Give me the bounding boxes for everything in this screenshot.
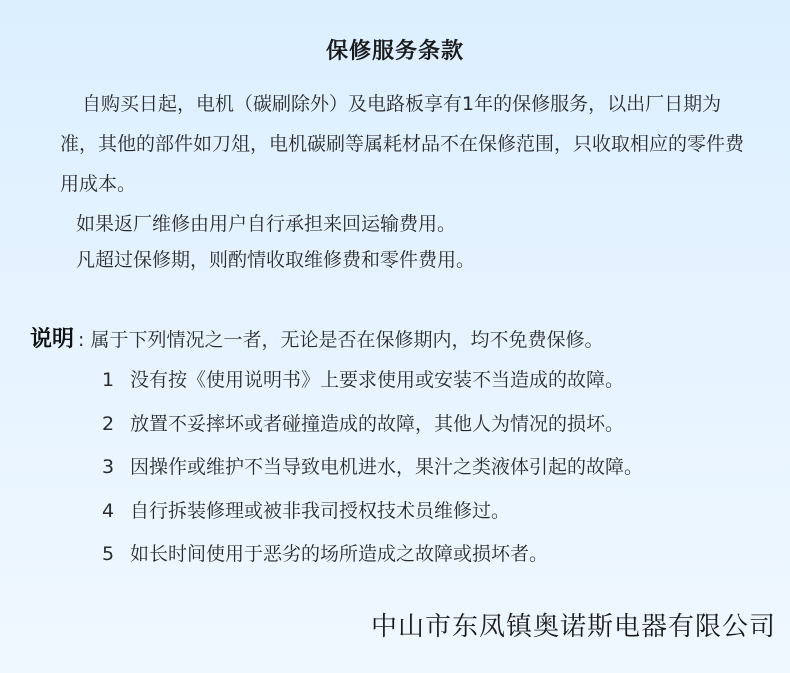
exclusion-item-text: 如长时间使用于恶劣的场所造成之故障或损坏者。 xyxy=(130,543,549,565)
exclusion-item-5 xyxy=(102,540,772,569)
exclusion-item-number: 3 xyxy=(102,456,115,478)
note-text: : 属于下列情况之一者，无论是否在保修期内，均不免费保修。 xyxy=(78,329,604,351)
warranty-paragraph-1: 自购买日起，电机（碳刷除外）及电路板享有1年的保修服务，以出厂日期为准，其他的部件如刀俎，电机碳刷等属耗材品不在保修范围，只收取相应的零件费用成本。 xyxy=(60,93,745,195)
warranty-paragraph-2: 如果返厂维修由用户自行承担来回运输费用。 xyxy=(76,213,457,235)
exclusion-item-text: 自行拆装修理或被非我司授权技术员维修过。 xyxy=(130,499,511,522)
warranty-paragraph-3: 凡超过保修期，则酌情收取维修费和零件费用。 xyxy=(76,249,476,271)
exclusion-item-3 xyxy=(102,453,772,482)
exclusion-item-number: 4 xyxy=(102,499,115,522)
exclusion-item-text: 因操作或维护不当导致电机进水，果汁之类液体引起的故障。 xyxy=(130,456,644,478)
exclusion-item-text: 没有按《使用说明书》上要求使用或安装不当造成的故障。 xyxy=(130,369,625,391)
exclusion-item-number: 1 xyxy=(102,369,115,391)
exclusion-item-1 xyxy=(102,366,772,395)
note-label: 说明 xyxy=(30,327,75,352)
note-section xyxy=(30,322,603,353)
exclusion-item-text: 放置不妥摔坏或者碰撞造成的故障，其他人为情况的损坏。 xyxy=(130,412,625,435)
exclusion-item-number: 2 xyxy=(102,412,115,435)
document-title: 保修服务条款 xyxy=(325,39,464,64)
exclusion-item-4 xyxy=(102,497,772,526)
exclusion-item-2 xyxy=(102,410,772,439)
company-name: 中山市东凤镇奥诺斯电器有限公司 xyxy=(370,612,776,642)
exclusion-item-number: 5 xyxy=(102,543,115,565)
exclusion-list xyxy=(102,366,772,584)
